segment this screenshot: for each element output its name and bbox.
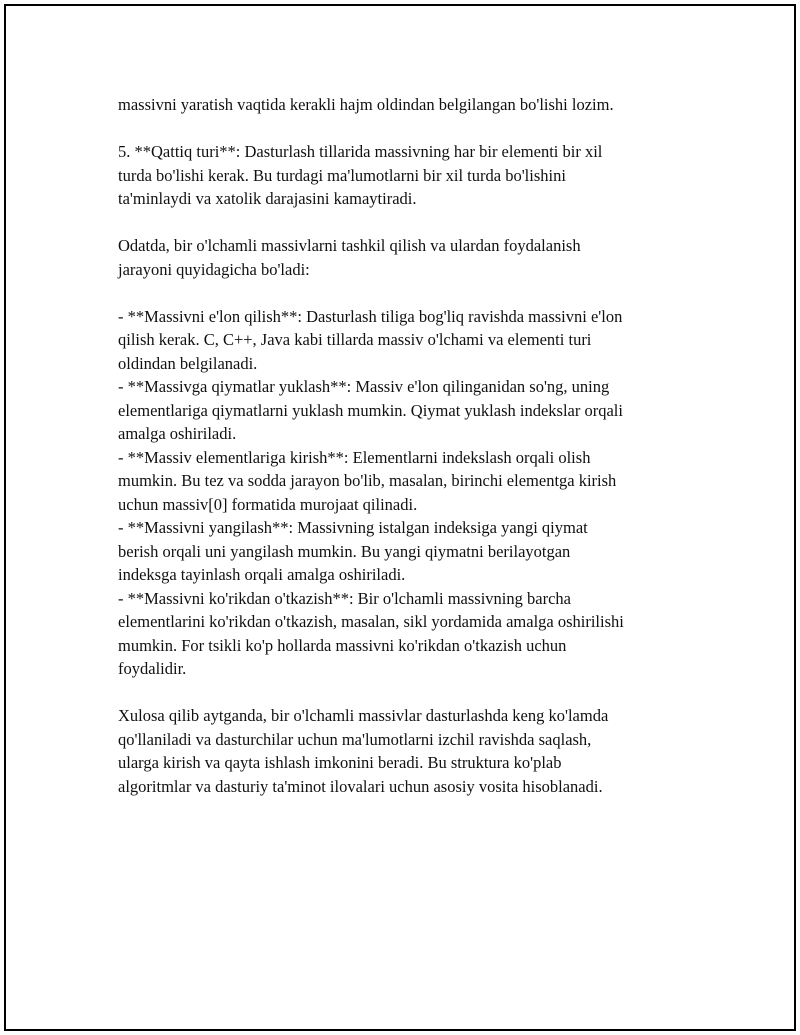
text-line: qo'llaniladi va dasturchilar uchun ma'lumotlarni izchil ravishda saqlash,: [118, 729, 592, 749]
text-line: - **Massivni ko'rikdan o'tkazish**: Bir o'lchamli massivning barcha: [118, 588, 571, 608]
paragraph-p1: [118, 93, 698, 117]
text-line: Odatda, bir o'lchamli massivlarni tashkil qilish va ulardan foydalanish: [118, 236, 581, 255]
text-line: ularga kirish va qayta ishlash imkonini beradi. Bu struktura ko'plab: [118, 753, 562, 772]
paragraph-p2: [118, 140, 698, 211]
text-line: uchun massiv[0] formatida murojaat qilinadi.: [118, 494, 418, 514]
text-line: qilish kerak. C, C++, Java kabi tillarda massiv o'lchami va elementi turi: [118, 330, 592, 349]
text-line: Xulosa qilib aytganda, bir o'lchamli massivlar dasturlashda keng ko'lamda: [118, 706, 609, 725]
paragraph-gap: [118, 281, 698, 305]
text-line: jarayoni quyidagicha bo'ladi:: [118, 259, 310, 279]
paragraph-p3: [118, 234, 698, 281]
paragraph-p4: [118, 305, 698, 681]
text-line: berish orqali uni yangilash mumkin. Bu yangi qiymatni berilayotgan: [118, 541, 571, 561]
paragraph-p5: [118, 704, 698, 798]
text-line: - **Massivni yangilash**: Massivning istalgan indeksiga yangi qiymat: [118, 518, 588, 537]
text-line: oldindan belgilanadi.: [118, 353, 258, 373]
text-line: amalga oshiriladi.: [118, 424, 237, 443]
text-line: 5. **Qattiq turi**: Dasturlash tillarida massivning har bir elementi bir xil: [118, 142, 603, 161]
text-line: turda bo'lishi kerak. Bu turdagi ma'lumotlarni bir xil turda bo'lishini: [118, 165, 566, 185]
text-line: - **Massiv elementlariga kirish**: Elementlarni indekslash orqali olish: [118, 447, 591, 467]
text-line: mumkin. For tsikli ko'p hollarda massivni ko'rikdan o'tkazish uchun: [118, 635, 567, 655]
text-line: elementlarini ko'rikdan o'tkazish, masalan, sikl yordamida amalga oshirilishi: [118, 612, 624, 631]
text-line: elementlariga qiymatlarni yuklash mumkin. Qiymat yuklash indekslar orqali: [118, 400, 623, 420]
document-body: [118, 93, 698, 798]
text-line: - **Massivga qiymatlar yuklash**: Massiv e'lon qilinganidan so'ng, uning: [118, 377, 610, 396]
text-line: - **Massivni e'lon qilish**: Dasturlash tiliga bog'liq ravishda massivni e'lon: [118, 306, 623, 326]
text-line: mumkin. Bu tez va sodda jarayon bo'lib, masalan, birinchi elementga kirish: [118, 471, 617, 490]
text-line: foydalidir.: [118, 659, 187, 678]
text-line: massivni yaratish vaqtida kerakli hajm oldindan belgilangan bo'lishi lozim.: [118, 95, 614, 114]
paragraph-gap: [118, 117, 698, 141]
paragraph-gap: [118, 681, 698, 705]
text-line: ta'minlaydi va xatolik darajasini kamaytiradi.: [118, 189, 417, 208]
text-line: indeksga tayinlash orqali amalga oshiriladi.: [118, 565, 406, 584]
text-line: algoritmlar va dasturiy ta'minot ilovalari uchun asosiy vosita hisoblanadi.: [118, 776, 603, 796]
paragraph-gap: [118, 211, 698, 235]
